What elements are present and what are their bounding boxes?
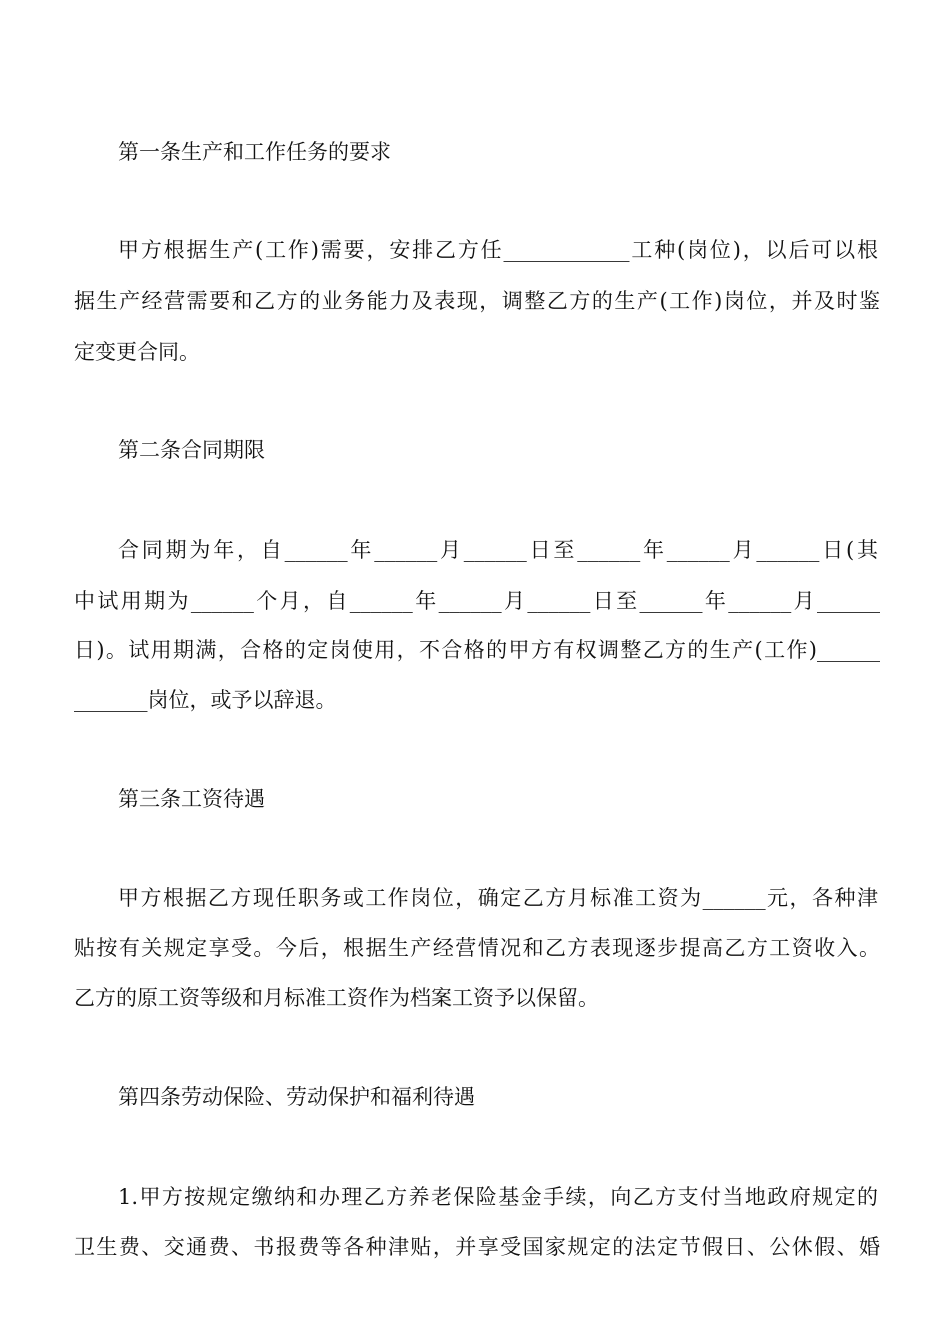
article1-line-1: 甲方根据生产(工作)需要，安排乙方任____________工种(岗位)，以后可以根 (118, 238, 878, 262)
article2-line-1: 合同期为年，自______年______月______日至______年______月______日(其 (118, 538, 878, 562)
article2-line-3: 日)。试用期满，合格的定岗使用，不合格的甲方有权调整乙方的生产(工作)______ (74, 638, 880, 662)
article3-heading: 第三条工资待遇 (118, 787, 265, 811)
article3-line-1: 甲方根据乙方现任职务或工作岗位，确定乙方月标准工资为______元，各种津 (118, 886, 878, 910)
article3-line-3: 乙方的原工资等级和月标准工资作为档案工资予以保留。 (74, 986, 599, 1010)
article4-line-2: 卫生费、交通费、书报费等各种津贴，并享受国家规定的法定节假日、公休假、婚 (74, 1235, 880, 1259)
article2-line-4: _______岗位，或予以辞退。 (74, 688, 337, 712)
article1-heading: 第一条生产和工作任务的要求 (118, 140, 391, 164)
article2-line-2: 中试用期为______个月，自______年______月______日至______年______月______ (74, 589, 880, 613)
article1-line-3: 定变更合同。 (74, 340, 200, 364)
article2-heading: 第二条合同期限 (118, 438, 265, 462)
article4-heading: 第四条劳动保险、劳动保护和福利待遇 (118, 1085, 475, 1109)
article4-line-1: 1.甲方按规定缴纳和办理乙方养老保险基金手续，向乙方支付当地政府规定的 (118, 1185, 878, 1209)
article1-line-2: 据生产经营需要和乙方的业务能力及表现，调整乙方的生产(工作)岗位，并及时鉴 (74, 289, 880, 313)
article3-line-2: 贴按有关规定享受。今后，根据生产经营情况和乙方表现逐步提高乙方工资收入。 (74, 936, 880, 960)
